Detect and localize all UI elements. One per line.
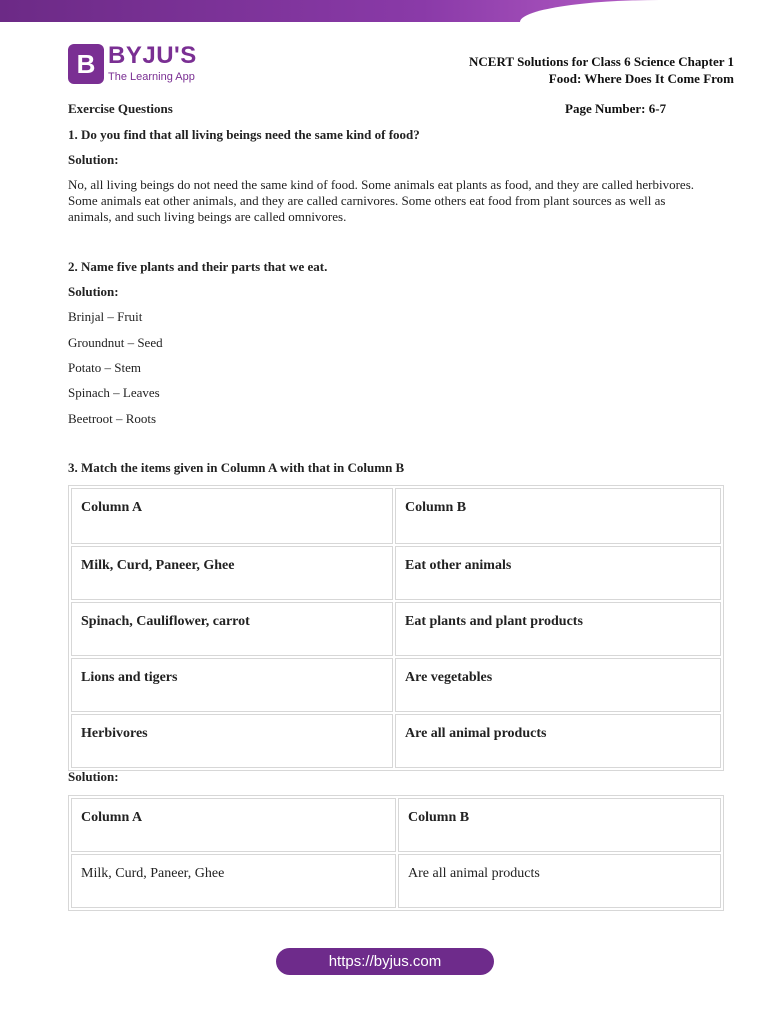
table-row bbox=[71, 602, 721, 656]
table-cell: Eat other animals bbox=[395, 546, 721, 600]
byjus-link-button[interactable]: https://byjus.com bbox=[276, 948, 494, 975]
question-2: 2. Name five plants and their parts that we eat. bbox=[68, 259, 328, 274]
table-cell: Eat plants and plant products bbox=[395, 602, 721, 656]
answer-2-item: Beetroot – Roots bbox=[68, 411, 157, 426]
title-line-1: NCERT Solutions for Class 6 Science Chapter 1 bbox=[469, 54, 734, 69]
title-line-2: Food: Where Does It Come From bbox=[548, 71, 734, 86]
section-label: Exercise Questions bbox=[68, 101, 173, 116]
table-cell: Column B bbox=[398, 798, 721, 852]
table-row bbox=[71, 714, 721, 768]
question-3: 3. Match the items given in Column A with that in Column B bbox=[68, 460, 405, 475]
logo-tagline: The Learning App bbox=[108, 71, 195, 83]
table-cell: Column B bbox=[395, 488, 721, 544]
table-cell: Spinach, Cauliflower, carrot bbox=[71, 602, 393, 656]
match-table bbox=[68, 485, 724, 771]
answer-2-item: Brinjal – Fruit bbox=[68, 309, 143, 324]
table-cell: Are all animal products bbox=[395, 714, 721, 768]
page-number: Page Number: 6-7 bbox=[565, 101, 667, 116]
answer-2-item: Groundnut – Seed bbox=[68, 335, 163, 350]
question-1: 1. Do you find that all living beings need the same kind of food? bbox=[68, 127, 420, 142]
table-cell: Column A bbox=[71, 488, 393, 544]
table-cell: Herbivores bbox=[71, 714, 393, 768]
logo-name: BYJU'S bbox=[108, 42, 197, 69]
answer-1: No, all living beings do not need the same kind of food. Some animals eat plants as food, and they are called herbivores. Some animals eat other animals, and they are called carnivores. Some others eat food from plant sources as well as animals, and such living beings are called omnivores. bbox=[68, 177, 695, 224]
answer-2-item: Spinach – Leaves bbox=[68, 385, 160, 400]
logo-icon: B bbox=[68, 44, 104, 84]
table-row bbox=[71, 658, 721, 712]
table-cell: Column A bbox=[71, 798, 396, 852]
table-cell: Milk, Curd, Paneer, Ghee bbox=[71, 854, 396, 908]
table-row bbox=[71, 798, 721, 852]
solution-table bbox=[68, 795, 724, 911]
table-cell: Are all animal products bbox=[398, 854, 721, 908]
byjus-logo bbox=[68, 44, 208, 88]
document-title bbox=[469, 53, 734, 87]
solution-label-1: Solution: bbox=[68, 152, 119, 167]
solution-label-2: Solution: bbox=[68, 284, 119, 299]
table-row bbox=[71, 488, 721, 544]
table-row bbox=[71, 546, 721, 600]
solution-label-3: Solution: bbox=[68, 769, 119, 784]
table-cell: Are vegetables bbox=[395, 658, 721, 712]
table-cell: Lions and tigers bbox=[71, 658, 393, 712]
answer-2-item: Potato – Stem bbox=[68, 360, 141, 375]
table-row bbox=[71, 854, 721, 908]
table-cell: Milk, Curd, Paneer, Ghee bbox=[71, 546, 393, 600]
